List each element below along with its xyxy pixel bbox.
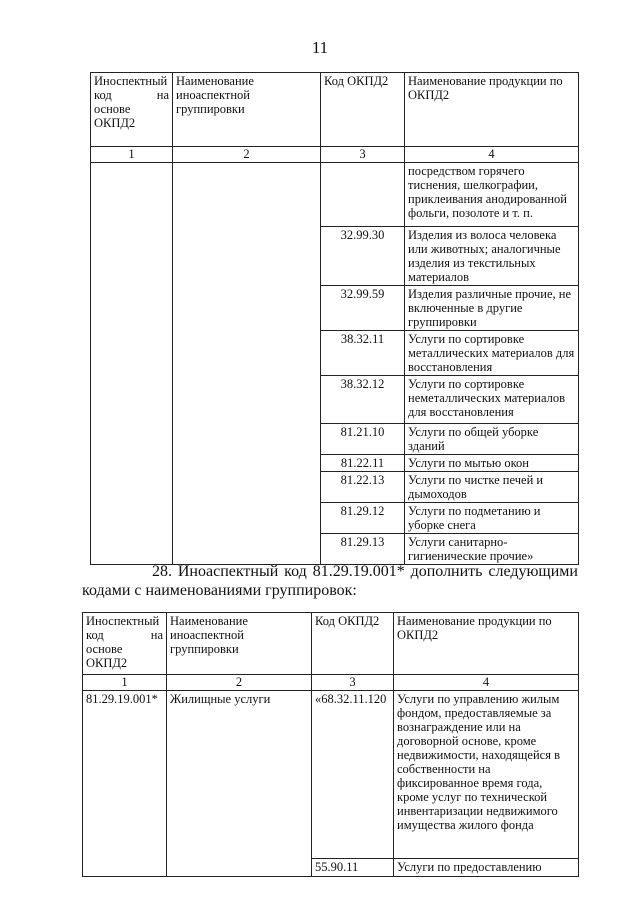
column-number-row	[91, 147, 579, 163]
inocode-cell-empty	[91, 163, 173, 565]
okpd-code-cell: 32.99.30	[321, 227, 405, 286]
column-number: 2	[173, 147, 321, 163]
header-product-name: Наименование продукции по ОКПД2	[405, 73, 579, 147]
header-inocode-line: код на	[86, 628, 163, 642]
header-inocode	[91, 73, 173, 147]
header-inocode-line: Иноспектный	[94, 74, 168, 88]
header-inocode-line: код на	[94, 88, 169, 102]
okpd-code-cell: 81.22.11	[321, 455, 405, 472]
header-inocode	[83, 613, 167, 675]
header-inocode-line: ОКПД2	[94, 116, 136, 130]
column-number-row	[83, 675, 579, 691]
product-name-cell: посредством горячего тиснения, шелкографии, приклеивания анодированной фольги, позолоте и т. п.	[405, 163, 579, 227]
okpd-table-1	[90, 72, 579, 565]
product-name-cell: Изделия из волоса человека или животных; аналогичные изделия из текстильных материалов	[405, 227, 579, 286]
column-number: 4	[394, 675, 579, 691]
product-name-cell: Услуги по управлению жилым фондом, предоставляемые за вознаграждение или на договорной основе, кроме недвижимости, находящейся в собственности на фиксированное время года, кроме услуг по технической инвентаризации недвижимого имущества жилого фонда	[394, 691, 579, 859]
okpd-code-cell	[321, 163, 405, 227]
column-number: 1	[91, 147, 173, 163]
header-inocode-line: Иноспектный	[86, 614, 160, 628]
okpd-code-cell: 32.99.59	[321, 286, 405, 331]
column-number: 2	[167, 675, 312, 691]
product-name-cell: Услуги по сортировке металлических материалов для восстановления	[405, 331, 579, 376]
header-group-name: Наименование иноаспектной группировки	[173, 73, 321, 147]
inocode-cell: 81.29.19.001*	[83, 691, 167, 877]
header-group-name: Наименование иноаспектной группировки	[167, 613, 312, 675]
column-number: 3	[321, 147, 405, 163]
table-row	[83, 691, 579, 859]
okpd-code-cell: 81.21.10	[321, 424, 405, 455]
okpd-code-cell: 38.32.11	[321, 331, 405, 376]
header-inocode-line: ОКПД2	[86, 656, 128, 670]
table-row	[91, 163, 579, 227]
table-header-row	[91, 73, 579, 147]
page-number: 11	[311, 38, 329, 57]
okpd-code-cell: 55.90.11	[312, 859, 394, 877]
product-name-cell: Услуги санитарно-гигиенические прочие»	[405, 534, 579, 565]
product-name-cell: Услуги по мытью окон	[405, 455, 579, 472]
header-inocode-line: основе	[86, 642, 123, 656]
product-name-cell: Услуги по чистке печей и дымоходов	[405, 472, 579, 503]
product-name-cell: Услуги по общей уборке зданий	[405, 424, 579, 455]
okpd-code-cell: «68.32.11.120	[312, 691, 394, 859]
header-product-name: Наименование продукции по ОКПД2	[394, 613, 579, 675]
header-inocode-line: основе	[94, 102, 131, 116]
okpd-table-2	[82, 612, 579, 877]
header-okpd-code: Код ОКПД2	[321, 73, 405, 147]
amendment-paragraph: 28. Иноаспектный код 81.29.19.001* дополнить следующими кодами с наименованиями группировок:	[82, 563, 578, 599]
column-number: 3	[312, 675, 394, 691]
product-name-cell: Услуги по сортировке неметаллических материалов для восстановления	[405, 376, 579, 424]
product-name-cell: Услуги по предоставлению	[394, 859, 579, 877]
header-okpd-code: Код ОКПД2	[312, 613, 394, 675]
okpd-code-cell: 81.22.13	[321, 472, 405, 503]
okpd-code-cell: 81.29.13	[321, 534, 405, 565]
column-number: 4	[405, 147, 579, 163]
product-name-cell: Услуги по подметанию и уборке снега	[405, 503, 579, 534]
group-name-cell: Жилищные услуги	[167, 691, 312, 877]
group-cell-empty	[173, 163, 321, 565]
table-header-row	[83, 613, 579, 675]
okpd-code-cell: 38.32.12	[321, 376, 405, 424]
product-name-cell: Изделия различные прочие, не включенные в другие группировки	[405, 286, 579, 331]
okpd-code-cell: 81.29.12	[321, 503, 405, 534]
column-number: 1	[83, 675, 167, 691]
